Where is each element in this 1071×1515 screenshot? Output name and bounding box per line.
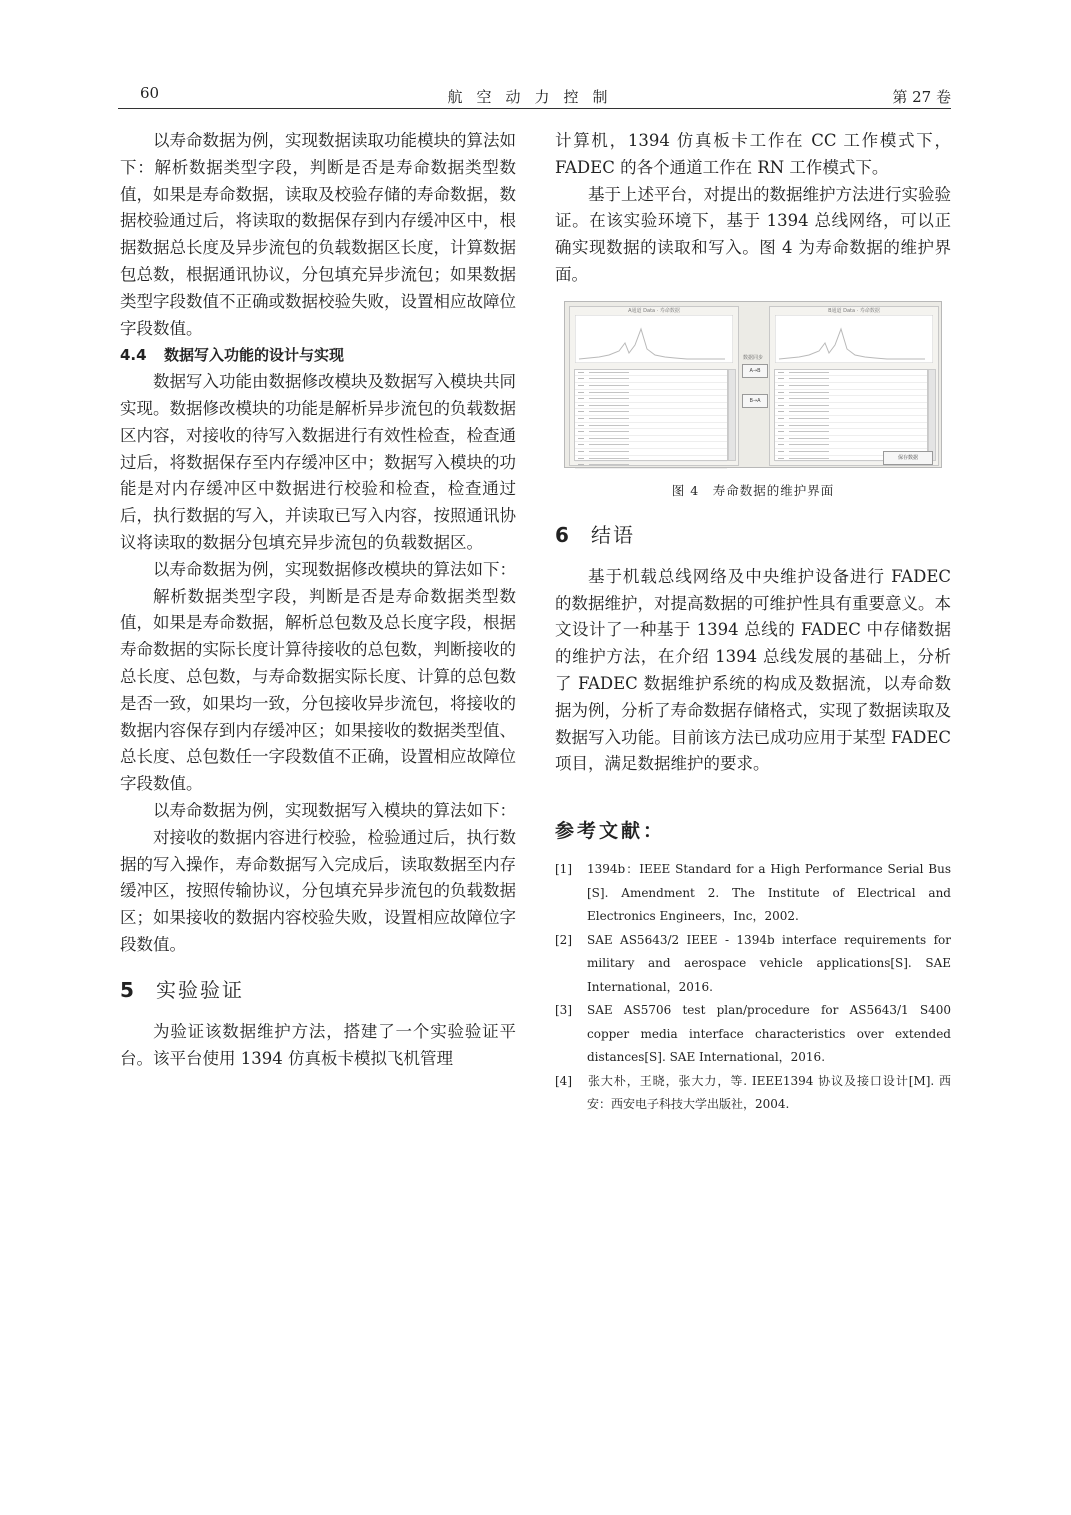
reference-item xyxy=(555,999,951,1070)
section-heading-5 xyxy=(120,977,516,1003)
reference-item xyxy=(555,1070,951,1117)
paragraph: 以寿命数据为例，实现数据写入模块的算法如下： xyxy=(153,800,516,820)
paragraph: 以寿命数据为例，实现数据修改模块的算法如下： xyxy=(153,559,516,579)
figure-caption: 图 4 寿命数据的维护界面 xyxy=(671,482,835,498)
section-title: 结语 xyxy=(591,522,635,547)
save-data-button[interactable]: 保存数据 xyxy=(883,451,933,465)
table-scrollbar[interactable] xyxy=(728,369,736,461)
section-number: 6 xyxy=(555,522,571,547)
page-number: 60 xyxy=(140,84,160,102)
life-data-plot xyxy=(775,315,933,363)
paragraph: 为验证该数据维护方法，搭建了一个实验验证平台。该平台使用 1394 仿真板卡模拟飞机管理 xyxy=(120,1021,516,1068)
paragraph: 基于机载总线网络及中央维护设备进行 FADEC 的数据维护，对提高数据的可维护性具有重要意义。本文设计了一种基于 1394 总线的 FADEC 中存储数据的维护方法，在介绍 1394 总线发展的基础上，分析了 FADEC 数据维护系统的构成及数据流，以寿命数据为例，分析了寿命数据存储格式，实现了数据读取及数据写入功能。目前该方法已成功应用于某型 FADEC 项目，满足数据维护的要求。 xyxy=(555,566,951,774)
paragraph: 基于上述平台，对提出的数据维护方法进行实验验证。在该实验环境下，基于 1394 总线网络，可以正确实现数据的读取和写入。图 4 为寿命数据的维护界面。 xyxy=(555,184,951,284)
copy-a-to-b-button[interactable]: A→B xyxy=(742,364,768,378)
references-heading: 参考文献： xyxy=(555,820,666,843)
section-heading-4-4 xyxy=(120,342,516,369)
data-table[interactable] xyxy=(574,369,728,461)
panel-title: B通道 Data · 寿命数据 xyxy=(828,307,880,314)
reference-text: 1394b：IEEE Standard for a High Performance Serial Bus [S]. Amendment 2. The Institute of Electrical and Electronics Engineers，Inc，2002. xyxy=(587,862,951,924)
panel-title: A通道 Data · 寿命数据 xyxy=(628,307,680,314)
figure-maintenance-ui xyxy=(564,301,942,468)
section-title: 实验验证 xyxy=(156,977,244,1002)
right-column xyxy=(555,128,951,1117)
channel-b-panel xyxy=(769,306,939,466)
life-data-plot xyxy=(575,315,733,363)
journal-title: 航空动力控制 xyxy=(447,88,622,106)
section-number: 5 xyxy=(120,977,136,1002)
reference-item xyxy=(555,858,951,929)
reference-item xyxy=(555,929,951,1000)
reference-text: SAE AS5643/2 IEEE - 1394b interface requirements for military and aerospace vehicle applications[S]. SAE International，2016. xyxy=(587,932,951,994)
paragraph: 计算机，1394 仿真板卡工作在 CC 工作模式下，FADEC 的各个通道工作在 RN 工作模式下。 xyxy=(555,131,951,177)
paragraph: 以寿命数据为例，实现数据读取功能模块的算法如下：解析数据类型字段，判断是否是寿命数据类型数值，如果是寿命数据，读取及校验存储的寿命数据，数据校验通过后，将读取的数据保存到内存缓冲区中，根据数据总长度及异步流包的负载数据区长度，计算数据包总数，根据通讯协议，分包填充异步流包；如果数据类型字段数值不正确或数据校验失败，设置相应故障位字段数值。 xyxy=(120,131,516,338)
reference-number: [4] xyxy=(555,1073,572,1088)
volume-label: 第 27 卷 xyxy=(892,88,951,106)
copy-b-to-a-button[interactable]: B→A xyxy=(742,394,768,408)
table-scrollbar[interactable] xyxy=(928,369,936,461)
reference-number: [3] xyxy=(555,1003,572,1018)
section-number: 4.4 xyxy=(120,346,147,365)
left-column xyxy=(120,128,516,1072)
reference-number: [1] xyxy=(555,862,572,877)
paragraph: 解析数据类型字段，判断是否是寿命数据类型数值，如果是寿命数据，解析总包数及总长度字段，根据寿命数据的实际长度计算待接收的总包数，判断接收的总长度、总包数，与寿命数据实际长度、计算的总包数是否一致，如果均一致，分包接收异步流包，将接收的数据内容保存到内存缓冲区；如果接收的数据类型值、总长度、总包数任一字段数值不正确，设置相应故障位字段数值。 xyxy=(120,586,516,794)
reference-number: [2] xyxy=(555,932,572,947)
section-title: 数据写入功能的设计与实现 xyxy=(164,346,345,365)
reference-list xyxy=(555,858,951,1117)
data-table[interactable] xyxy=(774,369,928,461)
sync-label: 数据同步 xyxy=(742,354,763,361)
running-header xyxy=(118,84,951,109)
section-heading-6 xyxy=(555,522,951,548)
reference-text: 张大朴，王晓，张大力，等. IEEE1394 协议及接口设计[M]. 西安：西安电子科技大学出版社，2004. xyxy=(587,1073,951,1112)
paragraph: 对接收的数据内容进行校验，检验通过后，执行数据的写入操作，寿命数据写入完成后，读取数据至内存缓冲区，按照传输协议，分包填充异步流包的负载数据区；如果接收的数据内容校验失败，设置相应故障位字段数值。 xyxy=(120,827,516,954)
reference-text: SAE AS5706 test plan/procedure for AS5643/1 S400 copper media interface characteristics over extended distances[S]. SAE International，2016. xyxy=(587,1003,951,1065)
channel-a-panel xyxy=(569,306,739,466)
paragraph: 数据写入功能由数据修改模块及数据写入模块共同实现。数据修改模块的功能是解析异步流包的负载数据区内容，对接收的待写入数据进行有效性检查，检查通过后，将数据保存至内存缓冲区中；数据写入模块的功能是对内存缓冲区中数据进行校验和检查，检查通过后，执行数据的写入，并读取已写入内容，按照通讯协议将读取的数据分包填充异步流包的负载数据区。 xyxy=(120,372,516,552)
